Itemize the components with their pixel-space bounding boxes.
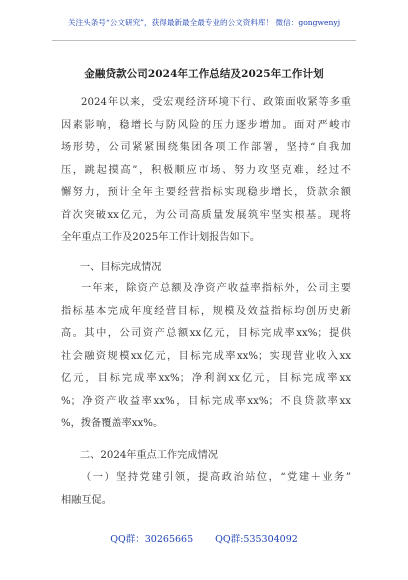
header-divider bbox=[52, 40, 356, 41]
targets-line: 亿元，目标完成率xx%；净利润xx亿元，目标完成率xx bbox=[61, 373, 351, 384]
intro-line: 懈努力，预计全年主要经营指标实现稳步增长，贷款余额 bbox=[61, 187, 351, 198]
targets-line: %；净资产收益率xx%，目标完成率xx%；不良贷款率xx bbox=[61, 395, 351, 407]
targets-line: 高。其中，公司资产总额xx亿元，目标完成率xx%；提供 bbox=[61, 328, 351, 339]
targets-line: %，拨备覆盖率xx%。 bbox=[61, 418, 164, 429]
subsection-line: （一）坚持党建引领，提高政治站位，“党建＋业务” bbox=[81, 472, 351, 483]
document-title: 金融贷款公司2024年工作总结及2025年工作计划 bbox=[84, 68, 324, 80]
targets-line: 社会融资规模xx亿元，目标完成率xx%；实现营业收入xx bbox=[61, 350, 351, 362]
intro-line: 压，跳起摸高”，积极顺应市场、努力攻坚克难，经过不 bbox=[61, 164, 351, 176]
section-heading-targets: 一、目标完成情况 bbox=[80, 262, 162, 273]
footer-contacts bbox=[0, 534, 408, 546]
footer-qq-group-2: QQ群:535304092 bbox=[215, 534, 298, 545]
section-heading-key-work: 二、2024年重点工作完成情况 bbox=[80, 450, 218, 461]
intro-line: 2024年以来，受宏观经济环境下行、政策面收紧等多重 bbox=[81, 97, 351, 108]
footer-qq-group-1: QQ群：30265665 bbox=[110, 534, 194, 545]
intro-line: 首次突破xx亿元，为公司高质量发展筑牢坚实根基。现将 bbox=[61, 209, 351, 221]
intro-line: 因素影响，稳增长与防风险的压力逐步增加。面对严峻市 bbox=[61, 119, 351, 131]
intro-line: 场形势，公司紧紧围绕集团各项工作部署，坚持“自我加 bbox=[61, 142, 351, 153]
subsection-line: 相融互促。 bbox=[61, 494, 112, 506]
targets-line: 一年来，除资产总额及净资产收益率指标外，公司主要 bbox=[81, 283, 351, 294]
header-note: 关注头条号“公文研究”，获得最新最全最专业的公文资料库！ 微信：gongwenyj bbox=[67, 18, 341, 27]
targets-line: 指标基本完成年度经营目标，规模及效益指标均创历史新 bbox=[61, 305, 351, 317]
intro-line: 全年重点工作及2025年工作计划报告如下。 bbox=[61, 232, 261, 243]
